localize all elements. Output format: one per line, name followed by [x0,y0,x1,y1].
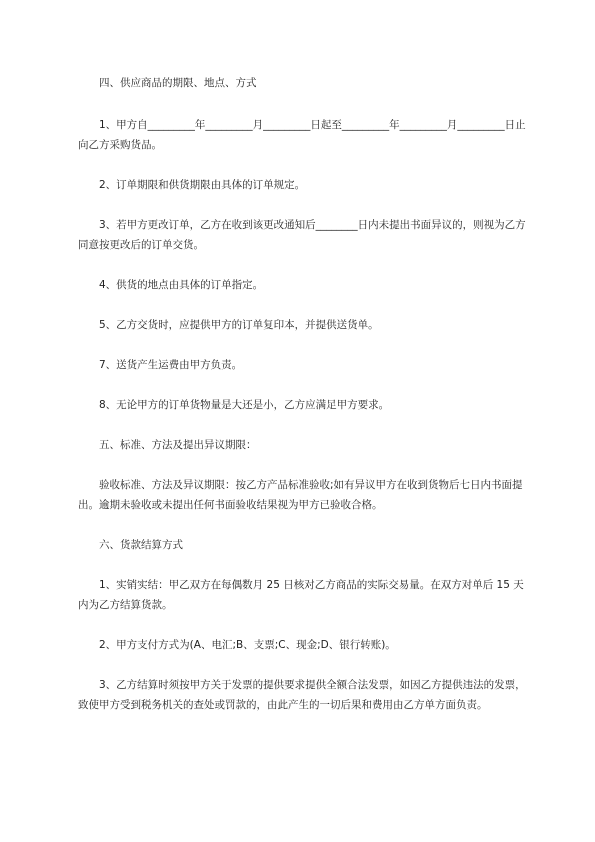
section-5-heading: 五、标准、方法及提出异议期限： [99,439,257,451]
clause-4-3-order-change: 3、若甲方更改订单，乙方在收到该更改通知后________日内未提出书面异议的，则视为乙方同意按更改后的订单交货。 [78,219,526,251]
clause-4-7-freight: 7、送货产生运费由甲方负责。 [99,359,243,371]
clause-4-1-purchase-period: 1、甲方自_________年_________月_________日起至_________年_________月_________日止向乙方采购货品。 [78,119,526,151]
clause-4-4-delivery-location: 4、供货的地点由具体的订单指定。 [99,279,264,291]
clause-6-3-invoice: 3、乙方结算时须按甲方关于发票的提供要求提供全额合法发票，如因乙方提供违法的发票，致使甲方受到税务机关的查处或罚款的，由此产生的一切后果和费用由乙方单方面负责。 [78,679,526,711]
clause-4-5-delivery-documents: 5、乙方交货时，应提供甲方的订单复印本，并提供送货单。 [99,319,379,331]
section-6-heading: 六、货款结算方式 [99,539,183,551]
clause-4-2-order-period: 2、订单期限和供货期限由具体的订单规定。 [99,179,306,191]
section-4-heading: 四、供应商品的期限、地点、方式 [99,77,257,89]
clause-4-8-order-quantity: 8、无论甲方的订单货物量是大还是小，乙方应满足甲方要求。 [99,399,390,411]
clause-6-1-settlement: 1、实销实结：甲乙双方在每偶数月 25 日核对乙方商品的实际交易量。在双方对单后 15 天内为乙方结算货款。 [78,579,524,611]
clause-6-2-payment-method: 2、甲方支付方式为(A、电汇;B、支票;C、现金;D、银行转账)。 [99,639,396,651]
section-5-acceptance-text: 验收标准、方法及异议期限：按乙方产品标准验收;如有异议甲方在收到货物后七日内书面提出。逾期未验收或未提出任何书面验收结果视为甲方已验收合格。 [78,479,523,511]
